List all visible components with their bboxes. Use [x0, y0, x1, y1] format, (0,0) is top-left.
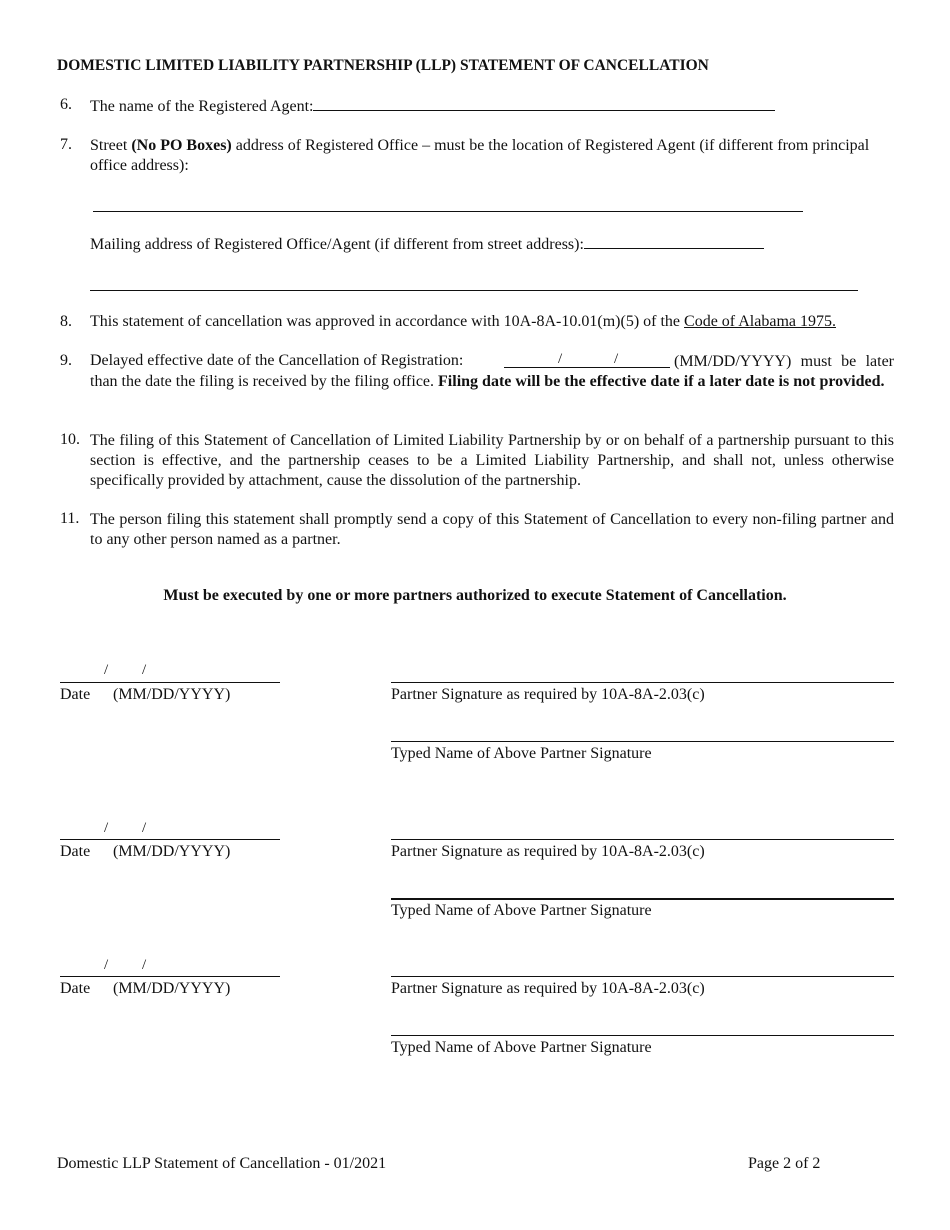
date-separator: / [614, 351, 619, 367]
date-separator: / [104, 957, 109, 973]
item-11-text: The person filing this statement shall promptly send a copy of this Statement of Cancellation to every non-filing partner and to any other person named as a partner. [90, 511, 894, 548]
typed-name-field[interactable] [391, 1035, 894, 1036]
partner-signature-field[interactable] [391, 839, 894, 840]
date-separator: / [104, 820, 109, 836]
date-format-note: (MM/DD/YYYY) must be later than the date the filing is received by the filing office. [90, 353, 894, 390]
date-label: Date [60, 843, 91, 860]
footer-form-id: Domestic LLP Statement of Cancellation - 01/2021 [57, 1155, 387, 1172]
item-6-label [90, 96, 775, 116]
registered-agent-label: The name of the Registered Agent: [90, 98, 314, 115]
footer-page-number: Page 2 of 2 [748, 1155, 821, 1172]
registered-agent-field[interactable] [313, 96, 775, 111]
date-format-label: (MM/DD/YYYY) [113, 686, 231, 703]
item-8-text: This statement of cancellation was approved in accordance with 10A-8A-10.01(m)(5) of the Code of Alabama 1975. [90, 313, 836, 330]
item-6-number: 6. [60, 96, 72, 113]
partner-signature-label: Partner Signature as required by 10A-8A-2.03(c) [391, 686, 705, 703]
item-8-number: 8. [60, 313, 72, 330]
item-9-text [90, 352, 894, 392]
partner-signature-field[interactable] [391, 682, 894, 683]
date-separator: / [142, 820, 147, 836]
date-separator: / [558, 351, 563, 367]
signature-date-field[interactable] [60, 976, 280, 977]
date-format-label: (MM/DD/YYYY) [113, 980, 231, 997]
date-format-label: (MM/DD/YYYY) [113, 843, 231, 860]
partner-signature-label: Partner Signature as required by 10A-8A-2.03(c) [391, 843, 705, 860]
date-separator: / [104, 662, 109, 678]
date-separator: / [142, 957, 147, 973]
signature-date-field[interactable] [60, 682, 280, 683]
delayed-date-label: Delayed effective date of the Cancellation of Registration: [90, 352, 464, 369]
typed-name-label: Typed Name of Above Partner Signature [391, 745, 652, 762]
mailing-address-label: Mailing address of Registered Office/Agent (if different from street address): [90, 236, 584, 253]
partner-signature-label: Partner Signature as required by 10A-8A-2.03(c) [391, 980, 705, 997]
mailing-address-field-2[interactable] [90, 290, 858, 291]
page-title: DOMESTIC LIMITED LIABILITY PARTNERSHIP (LLP) STATEMENT OF CANCELLATION [57, 57, 709, 74]
date-label: Date [60, 686, 91, 703]
mailing-address-row [90, 234, 764, 254]
street-address-field[interactable] [93, 211, 803, 212]
filing-date-note: Filing date will be the effective date if a later date is not provided. [438, 373, 885, 390]
item-10-text: The filing of this Statement of Cancellation of Limited Liability Partnership by or on behalf of a partnership pursuant to this section is effective, and the partnership ceases to be a Limited Liability Partnership, and shall not, unless otherwise specifically provided by attachment, cause the dissolution of the partnership. [90, 432, 894, 489]
date-separator: / [142, 662, 147, 678]
item-9-number: 9. [60, 352, 72, 369]
item-10-number: 10. [60, 431, 80, 448]
typed-name-label: Typed Name of Above Partner Signature [391, 902, 652, 919]
mailing-address-field[interactable] [584, 234, 764, 249]
execution-note: Must be executed by one or more partners authorized to execute Statement of Cancellation. [163, 587, 787, 604]
item-7-text: Street (No PO Boxes) address of Registered Office – must be the location of Registered Agent (if different from principal office address): [90, 137, 870, 174]
item-11-number: 11. [60, 510, 80, 527]
item-7-number: 7. [60, 136, 72, 153]
date-label: Date [60, 980, 91, 997]
typed-name-field[interactable] [391, 741, 894, 742]
no-po-boxes-note: (No PO Boxes) [131, 137, 232, 154]
partner-signature-field[interactable] [391, 976, 894, 977]
signature-date-field[interactable] [60, 839, 280, 840]
typed-name-field[interactable] [391, 898, 894, 900]
typed-name-label: Typed Name of Above Partner Signature [391, 1039, 652, 1056]
code-of-alabama-reference: Code of Alabama 1975. [684, 313, 836, 330]
